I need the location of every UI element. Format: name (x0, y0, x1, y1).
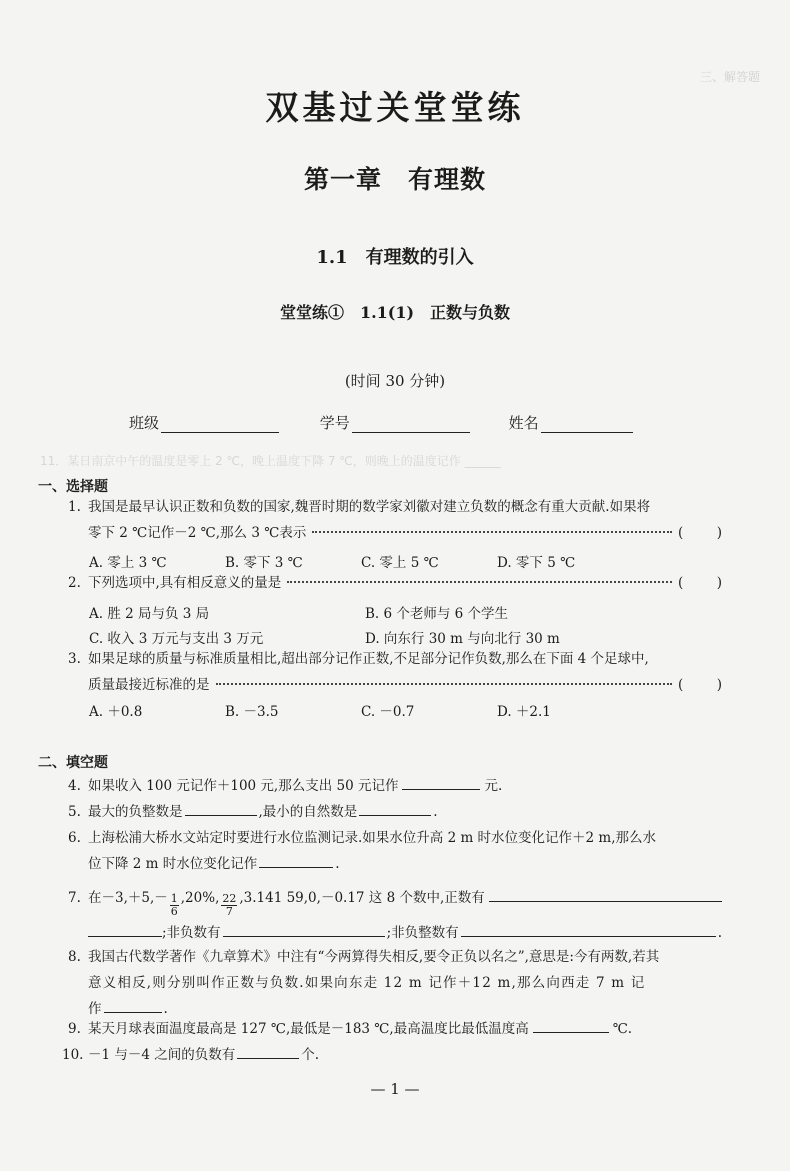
section-heading-choice: 一、选择题 (38, 479, 108, 495)
question-text: 质量最接近标准的是 (88, 677, 210, 693)
question-text: 意义相反,则分别叫作正数与负数.如果向东走 12 m 记作＋12 m,那么向西走 7 m 记 (88, 975, 646, 991)
student-id-field (320, 412, 470, 433)
question-text: 零下 2 ℃记作－2 ℃,那么 3 ℃表示 (88, 525, 307, 541)
question-text: 如果收入 100 元记作＋100 元,那么支出 50 元记作 (88, 778, 399, 794)
option-c[interactable]: C. 零上 5 ℃ (361, 555, 439, 571)
question-text: 位下降 2 m 时水位变化记作 (88, 856, 258, 872)
option-d[interactable]: D. 向东行 30 m 与向北行 30 m (365, 631, 560, 647)
leader-dots (287, 581, 672, 583)
question-text: ;非负数有 (162, 925, 221, 941)
question-5 (68, 799, 722, 825)
question-text: －1 与－4 之间的负数有 (88, 1047, 236, 1063)
answer-bracket[interactable]: ( ) (678, 525, 722, 541)
question-7 (68, 885, 722, 946)
question-3 (68, 646, 722, 698)
chapter-title: 第一章 有理数 (303, 165, 486, 194)
question-text: 某天月球表面温度最高是 127 ℃,最低是－183 ℃,最高温度比最低温度高 (88, 1021, 529, 1037)
question-number: 3. (68, 651, 81, 667)
option-a[interactable]: A. ＋0.8 (89, 704, 143, 720)
question-2-options-row1 (89, 602, 641, 622)
question-text: 最大的负整数是 (88, 804, 183, 820)
question-10 (62, 1042, 722, 1068)
leader-dots (312, 531, 672, 533)
question-9 (68, 1016, 722, 1042)
leader-dots (216, 683, 673, 685)
answer-blank[interactable] (104, 998, 162, 1013)
page-title: 双基过关堂堂练 (265, 88, 525, 127)
option-b[interactable]: B. －3.5 (225, 704, 279, 720)
question-text: ,20%, (180, 890, 220, 906)
option-c[interactable]: C. 收入 3 万元与支出 3 万元 (89, 631, 264, 647)
name-field (509, 412, 633, 433)
question-number: 2. (68, 575, 81, 591)
option-d[interactable]: D. ＋2.1 (497, 704, 551, 720)
student-id-label: 学号 (319, 414, 350, 432)
question-text: 在－3,＋5,－ (88, 890, 168, 906)
question-number: 1. (68, 499, 81, 515)
answer-blank-nonnegative[interactable] (223, 922, 385, 937)
lesson-title: 堂堂练① 1.1(1) 正数与负数 (279, 303, 511, 322)
answer-blank[interactable] (185, 801, 257, 816)
student-id-blank[interactable] (352, 416, 470, 433)
time-note: (时间 30 分钟) (344, 372, 446, 390)
question-1-options (89, 551, 633, 571)
question-number: 7. (68, 890, 81, 906)
answer-blank[interactable] (533, 1018, 609, 1033)
question-text: 如果足球的质量与标准质量相比,超出部分记作正数,不足部分记作负数,那么在下面 4 个足球中, (88, 651, 649, 667)
answer-blank-positive[interactable] (489, 887, 722, 902)
question-text: 元. (484, 778, 503, 794)
bleed-through-text: 三、解答题 (700, 70, 761, 84)
question-text: ;非负整数有 (386, 925, 459, 941)
section-title: 1.1 有理数的引入 (316, 247, 474, 268)
section-heading-fill: 二、填空题 (38, 755, 108, 771)
question-3-options (89, 700, 633, 720)
option-b[interactable]: B. 零下 3 ℃ (225, 555, 303, 571)
fraction-22-7: $\frac{22}{7}$ (222, 892, 237, 918)
answer-blank[interactable] (359, 801, 431, 816)
answer-bracket[interactable]: ( ) (678, 677, 722, 693)
question-2 (68, 570, 722, 596)
question-text: ℃. (612, 1021, 633, 1037)
class-label: 班级 (129, 414, 160, 432)
question-1 (68, 494, 722, 546)
question-number: 5. (68, 804, 81, 820)
question-text: 作 (88, 1001, 102, 1017)
answer-blank[interactable] (259, 853, 333, 868)
question-4 (68, 773, 722, 799)
option-b[interactable]: B. 6 个老师与 6 个学生 (365, 606, 509, 622)
question-text: . (717, 925, 722, 941)
question-text: 个. (301, 1047, 320, 1063)
question-text: 上海松浦大桥水文站定时要进行水位监测记录.如果水位升高 2 m 时水位变化记作＋2 m,那么水 (88, 830, 657, 846)
question-number: 9. (68, 1021, 81, 1037)
question-text: ,3.141 59,0,－0.17 这 8 个数中,正数有 (239, 890, 485, 906)
option-a[interactable]: A. 胜 2 局与负 3 局 (89, 606, 210, 622)
question-8 (68, 944, 722, 1022)
option-a[interactable]: A. 零上 3 ℃ (89, 555, 167, 571)
question-text: 我国古代数学著作《九章算术》中注有“今两算得失相反,要令正负以名之”,意思是:今有两数,若其 (88, 949, 660, 965)
answer-blank-positive-cont[interactable] (88, 922, 162, 937)
question-number: 8. (68, 949, 81, 965)
name-blank[interactable] (541, 416, 633, 433)
question-text: 我国是最早认识正数和负数的国家,魏晋时期的数学家刘徽对建立负数的概念有重大贡献.如果将 (88, 499, 651, 515)
name-label: 姓名 (508, 414, 539, 432)
student-info-row (129, 412, 659, 433)
question-6 (68, 825, 722, 877)
answer-bracket[interactable]: ( ) (678, 575, 722, 591)
answer-blank-nonnegative-integer[interactable] (461, 922, 716, 937)
page-number: — 1 — (370, 1080, 420, 1098)
answer-blank[interactable] (237, 1044, 299, 1059)
option-c[interactable]: C. －0.7 (361, 704, 415, 720)
class-blank[interactable] (161, 416, 279, 433)
question-2-options-row2 (89, 627, 641, 647)
class-field (129, 412, 279, 433)
question-text: 下列选项中,具有相反意义的量是 (88, 575, 282, 591)
question-text: . (433, 804, 438, 820)
question-number: 6. (68, 830, 81, 846)
answer-blank[interactable] (402, 775, 480, 790)
question-text: . (335, 856, 340, 872)
question-number: 10. (62, 1047, 84, 1063)
question-text: ,最小的自然数是 (258, 804, 358, 820)
option-d[interactable]: D. 零下 5 ℃ (497, 555, 576, 571)
question-text: . (163, 1001, 168, 1017)
question-number: 4. (68, 778, 81, 794)
bleed-through-text: 11．某日南京中午的温度是零上 2 ℃，晚上温度下降 7 ℃，则晚上的温度记作 ______ (40, 454, 501, 468)
fraction-one-sixth: $\frac{1}{6}$ (170, 892, 178, 918)
